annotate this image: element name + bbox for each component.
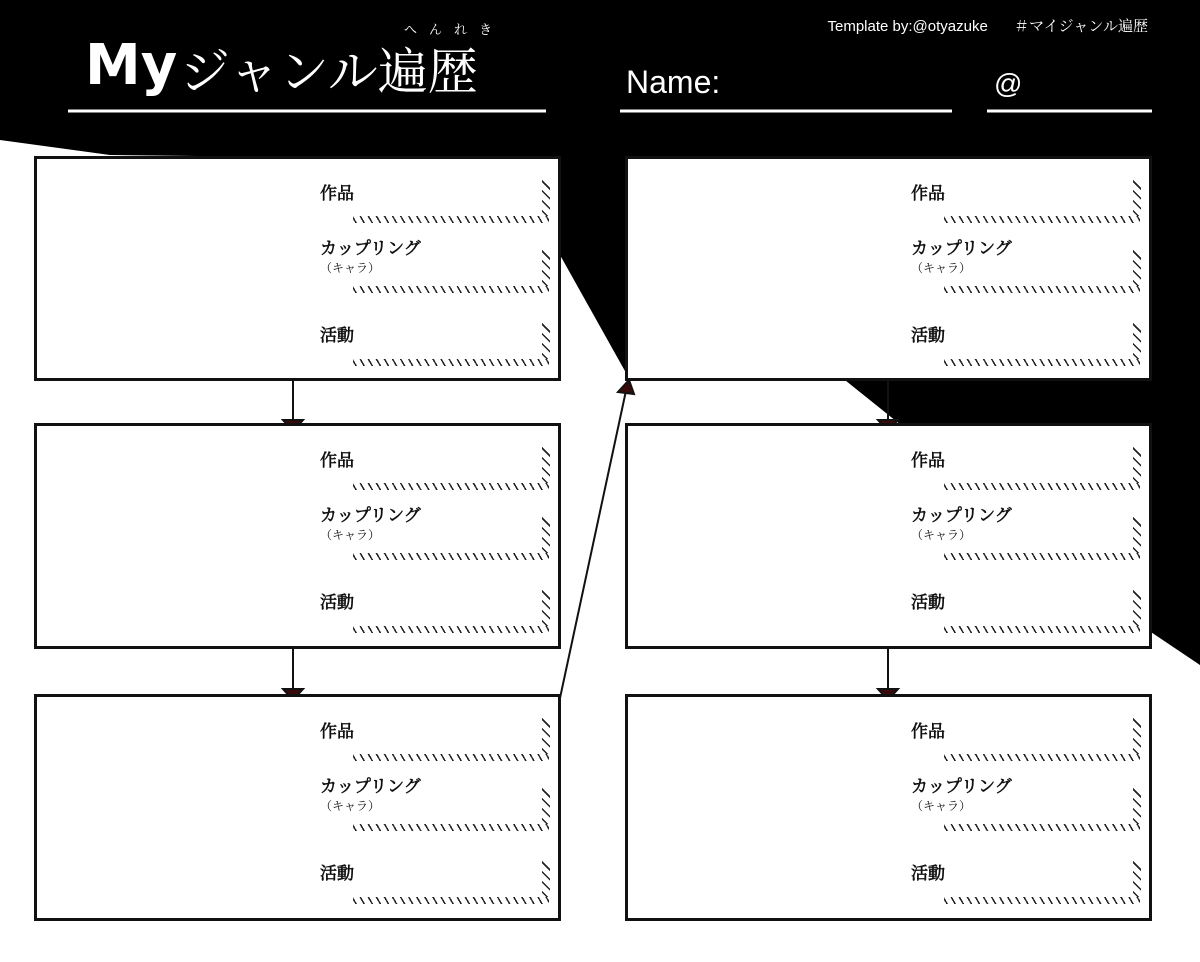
history-card[interactable]	[34, 694, 561, 921]
answer-line[interactable]	[944, 553, 1140, 560]
answer-line[interactable]	[353, 483, 549, 490]
answer-line[interactable]	[944, 359, 1140, 366]
label-character: （キャラ）	[320, 528, 381, 542]
label-work: 作品	[911, 722, 945, 742]
label-character: （キャラ）	[911, 799, 972, 813]
answer-line[interactable]	[944, 897, 1140, 904]
hashtag-text: ＃マイジャンル遍歴	[1013, 18, 1148, 35]
label-coupling: カップリング	[911, 506, 1012, 526]
answer-line-edge	[542, 323, 550, 359]
answer-line[interactable]	[944, 754, 1140, 761]
answer-line[interactable]	[353, 553, 549, 560]
label-character: （キャラ）	[320, 799, 381, 813]
label-work: 作品	[911, 184, 945, 204]
answer-line[interactable]	[353, 824, 549, 831]
label-character: （キャラ）	[320, 261, 381, 275]
history-card[interactable]	[625, 423, 1152, 649]
history-card[interactable]	[625, 694, 1152, 921]
answer-line[interactable]	[944, 824, 1140, 831]
answer-line-edge	[542, 788, 550, 824]
answer-line-edge	[1133, 323, 1141, 359]
label-character: （キャラ）	[911, 261, 972, 275]
answer-line-edge	[542, 250, 550, 286]
credit-line	[805, 15, 1148, 36]
label-coupling: カップリング	[320, 777, 421, 797]
label-coupling: カップリング	[320, 506, 421, 526]
arrow-head	[618, 380, 634, 394]
answer-line-edge	[1133, 250, 1141, 286]
label-work: 作品	[320, 184, 354, 204]
answer-line[interactable]	[353, 286, 549, 293]
answer-line[interactable]	[944, 483, 1140, 490]
answer-line-edge	[542, 180, 550, 216]
label-character: （キャラ）	[911, 528, 972, 542]
answer-line-edge	[542, 590, 550, 626]
title-ruby: へんれき	[404, 23, 505, 38]
label-activity: 活動	[911, 593, 945, 613]
answer-line[interactable]	[944, 216, 1140, 223]
name-label: Name:	[626, 64, 721, 100]
label-coupling: カップリング	[911, 239, 1012, 259]
answer-line[interactable]	[944, 626, 1140, 633]
title-latin: My	[85, 33, 178, 98]
label-activity: 活動	[911, 326, 945, 346]
answer-line[interactable]	[353, 897, 549, 904]
history-card[interactable]	[34, 423, 561, 649]
history-card[interactable]	[34, 156, 561, 381]
label-work: 作品	[320, 451, 354, 471]
answer-line[interactable]	[353, 626, 549, 633]
answer-line[interactable]	[353, 359, 549, 366]
answer-line-edge	[1133, 590, 1141, 626]
answer-line-edge	[1133, 180, 1141, 216]
label-work: 作品	[320, 722, 354, 742]
answer-line[interactable]	[353, 216, 549, 223]
answer-line-edge	[1133, 861, 1141, 897]
answer-line-edge	[542, 517, 550, 553]
label-activity: 活動	[911, 864, 945, 884]
connector-line	[560, 386, 627, 698]
answer-line-edge	[1133, 517, 1141, 553]
answer-line[interactable]	[353, 754, 549, 761]
answer-line[interactable]	[944, 286, 1140, 293]
label-activity: 活動	[320, 593, 354, 613]
label-work: 作品	[911, 451, 945, 471]
history-card[interactable]	[625, 156, 1152, 381]
answer-line-edge	[1133, 447, 1141, 483]
title-japanese: ジャンル遍歴	[180, 43, 478, 101]
answer-line-edge	[1133, 788, 1141, 824]
credit-text: Template by:@otyazuke	[827, 18, 988, 35]
label-coupling: カップリング	[320, 239, 421, 259]
answer-line-edge	[542, 861, 550, 897]
label-coupling: カップリング	[911, 777, 1012, 797]
label-activity: 活動	[320, 864, 354, 884]
answer-line-edge	[542, 447, 550, 483]
label-activity: 活動	[320, 326, 354, 346]
answer-line-edge	[542, 718, 550, 754]
answer-line-edge	[1133, 718, 1141, 754]
handle-label: @	[994, 68, 1023, 99]
